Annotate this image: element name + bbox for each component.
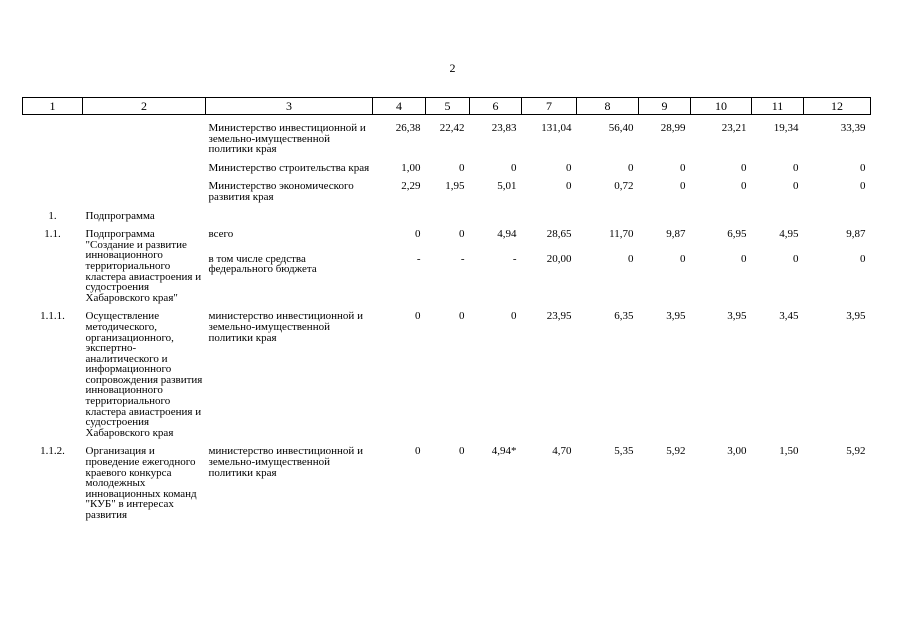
header-cell: 4 [373, 98, 426, 115]
table-row [23, 181, 871, 202]
row-value: - [416, 252, 421, 265]
row-value [426, 211, 470, 222]
table-row [23, 123, 871, 155]
header-cell: 1 [23, 98, 83, 115]
row-value: 26,38 [395, 122, 421, 134]
row-value: 5,92 [846, 445, 866, 458]
row-value: 9,87 [846, 228, 866, 241]
row-value: - [512, 252, 517, 265]
row-value: 6,95 [727, 228, 747, 241]
row-value: 23,21 [721, 122, 747, 134]
row-value [522, 211, 577, 222]
row-value: 0 [793, 180, 799, 193]
row-number: 1.1.2. [40, 445, 65, 458]
row-value: 5,01 [497, 180, 517, 193]
row-value: 9,87 [666, 228, 686, 241]
table-row [23, 211, 871, 222]
row-value: 22,42 [439, 122, 465, 134]
row-value [577, 211, 639, 222]
row-value: 3,95 [666, 310, 686, 323]
row-value: 4,70 [552, 445, 572, 458]
row-value: 0 [459, 228, 465, 241]
row-name: Организация и проведение ежегодного краевого конкурса молодежных инновационных команд "КУБ" в интересах развития [85, 445, 197, 521]
row-value: 0 [415, 445, 421, 458]
budget-table [22, 97, 871, 521]
row-number: 1.1.1. [40, 310, 65, 323]
row-value: 20,00 [546, 252, 572, 265]
row-value: 2,29 [401, 180, 421, 193]
table-row [23, 446, 871, 520]
row-name [83, 163, 206, 174]
row-value: 0 [628, 252, 634, 265]
row-executor: Министерство строительства края [208, 161, 370, 174]
row-value: 33,39 [840, 122, 866, 134]
row-executor: министерство инвестиционной и земельно-имущественной политики края [208, 445, 363, 479]
row-value: 19,34 [773, 122, 799, 134]
row-number [23, 163, 83, 174]
row-value: 56,40 [608, 122, 634, 134]
row-value: 0 [741, 180, 747, 193]
header-cell: 9 [639, 98, 691, 115]
row-value: 0 [741, 252, 747, 265]
header-cell: 7 [522, 98, 577, 115]
row-value: 3,95 [727, 310, 747, 323]
row-value: 0 [793, 252, 799, 265]
row-name [83, 123, 206, 155]
row-value: 0 [741, 161, 747, 174]
row-value: 0 [793, 161, 799, 174]
row-number [23, 123, 83, 155]
row-executor: Министерство экономического развития края [208, 180, 354, 203]
row-value: 11,70 [609, 228, 634, 241]
row-value: 131,04 [541, 122, 572, 134]
row-value: 0 [860, 252, 866, 265]
row-value: 3,95 [846, 310, 866, 323]
row-value: 1,50 [779, 445, 799, 458]
row-value: 4,95 [779, 228, 799, 241]
row-value: 0 [415, 310, 421, 323]
row-value [804, 211, 871, 222]
row-number: 1. [48, 209, 57, 222]
row-value: 0 [459, 445, 465, 458]
row-name: Подпрограмма "Создание и развитие инновационного территориального кластера авиастроения и судостроения Хабаровского края" [85, 228, 202, 304]
row-value: 0 [415, 228, 421, 241]
row-value: 0 [511, 310, 517, 323]
row-value [639, 211, 691, 222]
header-cell: 6 [470, 98, 522, 115]
page-number: 2 [449, 61, 456, 75]
row-number: 1.1. [44, 228, 61, 241]
row-value: 0 [860, 161, 866, 174]
row-value: 0 [680, 180, 686, 193]
header-cell: 12 [804, 98, 871, 115]
row-value: 28,99 [660, 122, 686, 134]
budget-table-container [22, 97, 870, 521]
header-cell: 5 [426, 98, 470, 115]
header-cell: 3 [206, 98, 373, 115]
row-value: 23,83 [491, 122, 517, 134]
row-executor [206, 211, 373, 222]
header-cell: 10 [691, 98, 752, 115]
table-row [23, 311, 871, 438]
row-value: 0 [860, 180, 866, 193]
row-executor: министерство инвестиционной и земельно-имущественной политики края [208, 310, 363, 344]
row-value: 3,00 [727, 445, 747, 458]
header-cell: 2 [83, 98, 206, 115]
row-value: 28,65 [546, 228, 572, 241]
row-value [752, 211, 804, 222]
row-value: 0,72 [614, 180, 634, 193]
table-row [23, 229, 871, 254]
row-value: 4,94 [497, 228, 517, 241]
row-value [470, 211, 522, 222]
row-executor: Министерство инвестиционной и земельно-имущественной политики края [208, 122, 366, 156]
row-name: Подпрограмма [85, 209, 155, 222]
header-row [23, 98, 871, 115]
row-number [23, 181, 83, 202]
row-name [83, 181, 206, 202]
row-value: 0 [680, 161, 686, 174]
row-value: 0 [459, 161, 465, 174]
row-name: Осуществление методического, организационного, экспертно-аналитического и информационного сопровождения развития инновационного территориального кластера авиастроения и судостроения Хабаровского края [85, 310, 203, 439]
row-value: 6,35 [614, 310, 634, 323]
row-value: 0 [566, 180, 572, 193]
row-value: 0 [511, 161, 517, 174]
row-value [691, 211, 752, 222]
header-cell: 11 [752, 98, 804, 115]
row-value [373, 211, 426, 222]
row-value: - [460, 252, 465, 265]
row-value: 0 [459, 310, 465, 323]
row-executor: всего [208, 228, 234, 241]
header-cell: 8 [577, 98, 639, 115]
row-value: 1,95 [445, 180, 465, 193]
row-value: 0 [566, 161, 572, 174]
row-value: 3,45 [779, 310, 799, 323]
row-executor: в том числе средства федерального бюджета [208, 252, 317, 276]
row-value: 4,94* [491, 445, 517, 458]
row-value: 5,92 [666, 445, 686, 458]
row-value: 5,35 [614, 445, 634, 458]
row-value: 0 [628, 161, 634, 174]
table-row [23, 163, 871, 174]
row-value: 23,95 [546, 310, 572, 323]
row-value: 1,00 [401, 161, 421, 174]
row-value: 0 [680, 252, 686, 265]
